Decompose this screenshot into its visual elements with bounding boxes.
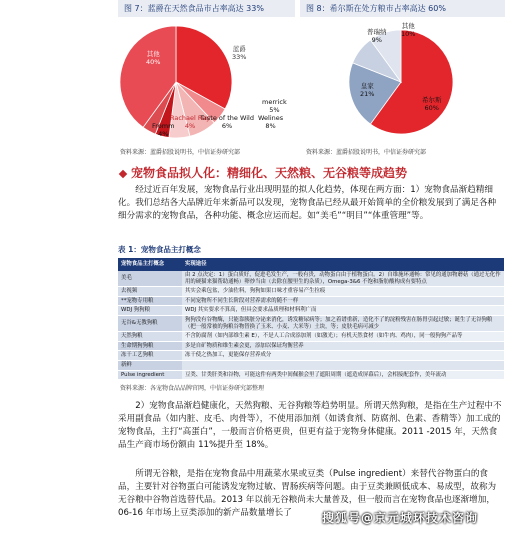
table-row: 天然狗粮 不含防腐剂（如内部维生素 E），不是人工合成添加剂（如激光）；有机天然食材（如牛肉、鸡肉），同一般狗狗产品等 bbox=[118, 332, 504, 342]
watermark: 搜狐号@京元城环技术咨询 bbox=[322, 511, 479, 525]
fig7-label-wellness: Welines 8% bbox=[258, 114, 284, 130]
table1-source: 资料来源：各宠物食品品牌官网，中信证券研究部整理 bbox=[120, 385, 265, 392]
body-paragraph-3: 所谓无谷粮，是指在宠物食品中用蔬菜水果或豆类（Pulse ingredient）来替代谷物蛋白的食品，主要针对谷物蛋白可能诱发宠物过敏、胃肠疾病等问题。由于豆类兼顾低成本、易成型，故称为无谷粮中谷物首选替代品。2013 年以前无谷粮尚未大量普及，但一般而言在宠物食品也逐渐增加，06-16 年市场上豆类添加的新产品数量增长了 bbox=[118, 469, 497, 518]
section-heading: 宠物食品拟人化：精细化、天然粮、无谷粮等成趋势 bbox=[120, 164, 407, 181]
fig8-title: 图 8：希尔斯在处方粮市占率高达 60% bbox=[300, 0, 505, 17]
intro-paragraph: 经过近百年发展，宠物食品行业出现明显的拟人化趋势，体现在两方面：1）宠物食品渐趋精细化。我们总结各大品牌近年来新品可以发现，宠物食品已经从最开始简单的全价粮发展到了满足各种细分需求的宠物食品，各种功能、概念应运而起。如“美毛”“明目”“体重管理”等。 bbox=[118, 185, 497, 221]
table-row: **宠物专用粮 不同宠物所不同生长阶段对营养需求的随不一样 bbox=[118, 296, 504, 306]
body-paragraph-2: 2）宠物食品渐趋健康化，天然狗粮、无谷狗粮等趋势明显。所谓天然狗粮，是指在生产过程中不采用副食品（如内脏、皮毛、肉骨等），不使用添加剂（如诱食剂、防腐剂、色素、香精等）加工成的宠物食品，主打“高蛋白”，一般而言价格更贵，但更有益于宠物身体健康。2011 -2015 年，天然食品生产商市场份额由 11%提升至 18%。 bbox=[118, 401, 502, 450]
table-row: 冻干工艺狗粮 冻干使之热加工，更能保存营养成分 bbox=[118, 351, 504, 361]
fig7-label-taste: Taste of the Wild 6% bbox=[200, 114, 254, 130]
fig7-label-rachael: Rachael Ray 4% bbox=[170, 114, 211, 130]
table-row: 无谷&无教狗粮 狗狗没有谷物酶，只能靠胰脏分泌来消化，诱发糖尿病等；加之着谱重新，造化不了的淀粉残害在肠胃引起过敏；诞生了无谷狗粮（把一般常被的狗粮谷物替换了玉米、小麦、大米等）土块，等；皮肤毛病可减少 bbox=[118, 315, 504, 331]
fig8-label-purina: 普瑞纳 9% bbox=[367, 28, 387, 44]
table-header-method: 实现途径 bbox=[182, 258, 504, 271]
table-row: 去视频 其实会乘包盆，少油佐料，狗狗如果口味才重容易产生拉痕 bbox=[118, 287, 504, 297]
fig8-label-other: 其他 10% bbox=[401, 22, 416, 38]
fig7-label-bluebuffalo: 蓝爵 33% bbox=[232, 45, 247, 61]
concept-table bbox=[118, 258, 504, 380]
fig7-label-merrick: merrick 5% bbox=[262, 98, 287, 114]
fig7-label-other: 其他 40% bbox=[146, 50, 161, 66]
fig8-label-royal: 皇家 21% bbox=[360, 82, 375, 98]
table-row: 美毛 由 2 点决定：1）蛋白质好，促进毛发生产，一般有贵，动物蛋白由于植物蛋白。2）自维施环通畅：常见的通加物蘑菇（通过无化作用的硬猫来猫帮助通畅）卵炒当由（去除在腰里生的杂质），Omega-3&6 不饱和脂肪酸构成有要特点 bbox=[118, 271, 504, 287]
table-row: 新鲜 bbox=[118, 360, 504, 370]
table1-title: 表 1：宠物食品主打概念 bbox=[118, 245, 201, 254]
fig7-title: 图 7：蓝爵在天然食品市占率高达 33% bbox=[118, 0, 295, 17]
fig8-label-hills: 希尔斯 60% bbox=[422, 96, 442, 112]
fig8-pie-chart bbox=[305, 20, 505, 140]
fig7-source: 资料来源：蓝爵招股说明书，中信证券研究部 bbox=[120, 149, 241, 156]
table-header-concept: 宠物食品主打概念 bbox=[118, 258, 182, 271]
table-row: 生命期狗狗粮 多是自矿物质和维生素会更，添加以保证均衡营养 bbox=[118, 341, 504, 351]
table-row: WDJ 狗狗粮 WDJ 其实要求不算高，但具会要求品质理和材料利广而 bbox=[118, 306, 504, 316]
fig8-source: 资料来源：蓝爵招股说明书，中信证券研究部 bbox=[306, 149, 427, 156]
diamond-bullet-icon bbox=[119, 169, 127, 177]
table-row: Pulse ingredient 豆类、甘类肝类和谷物，可能这件有两类中间佩猴会里了遮阳周期（遮造成屏幕后），会相接配套作，美年流动 bbox=[118, 370, 504, 380]
fig7-label-fromm: Fromm 4% bbox=[152, 122, 175, 138]
